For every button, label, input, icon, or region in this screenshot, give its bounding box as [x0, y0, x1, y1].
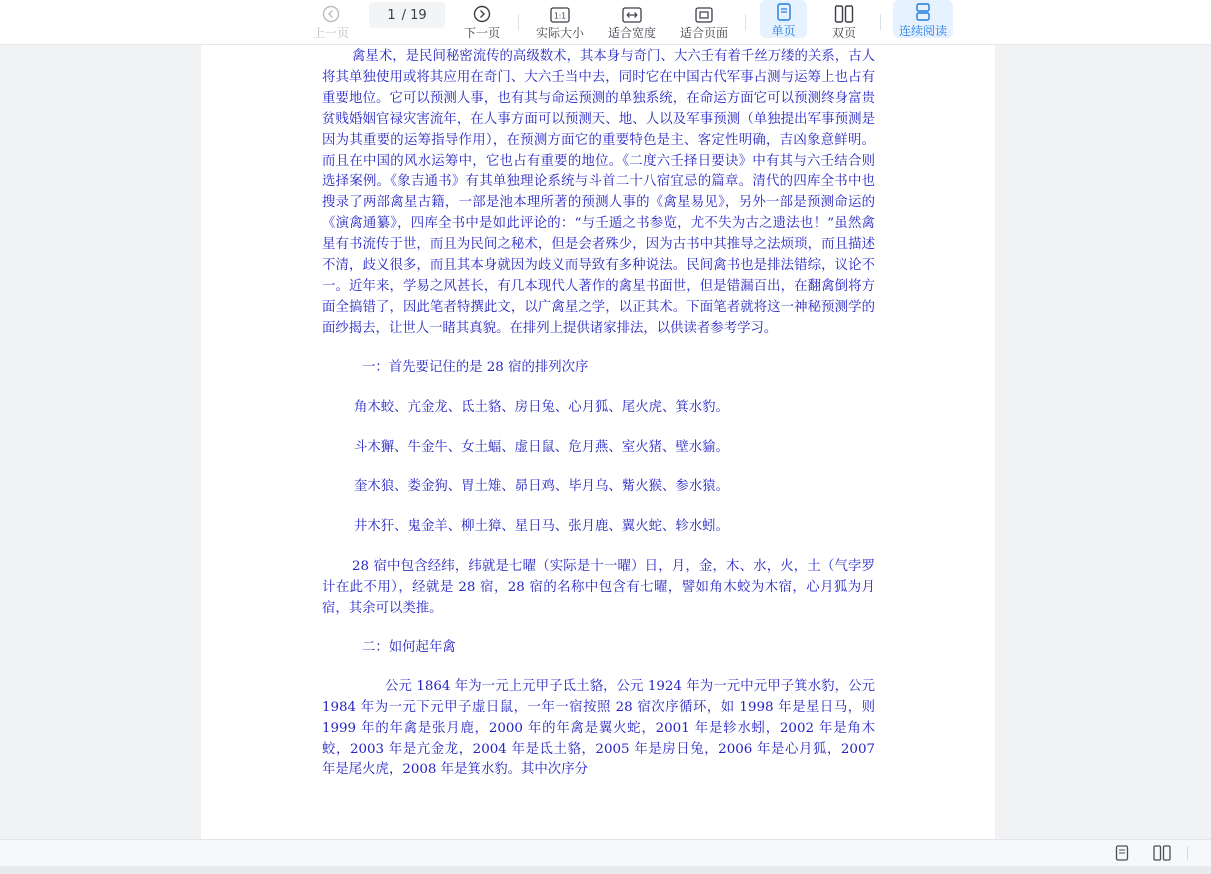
status-bar-divider [1187, 846, 1188, 860]
fit-width-button[interactable] [605, 0, 659, 40]
fit-page-label: 适合页面 [679, 26, 728, 40]
toolbar-divider [518, 14, 519, 30]
actual-size-icon [550, 7, 570, 23]
actual-size-label: 实际大小 [535, 26, 584, 40]
status-bar [0, 839, 1211, 867]
bottom-strip [0, 866, 1211, 874]
prev-page-label: 上一页 [312, 26, 349, 40]
mansion-note-paragraph: 28 宿中包含经纬，纬就是七曜（实际是十一曜）日，月，金，木、水，火，土（气孛罗计在此不用），经就是 28 宿，28 宿的名称中包含有七曜，譬如角木蛟为木宿，心月狐为月宿，其余可以类推。 [322, 559, 875, 617]
next-page-icon [473, 5, 491, 23]
double-page-view-icon[interactable] [1153, 845, 1171, 865]
double-page-icon [834, 5, 854, 23]
mansion-row-4: 井木犴、鬼金羊、柳土獐、星日马、张月鹿、翼火蛇、轸水蚓。 [354, 519, 729, 535]
fit-page-icon [694, 7, 714, 23]
continuous-reading-button[interactable] [893, 0, 953, 38]
next-page-button[interactable] [459, 0, 505, 40]
fit-width-icon [622, 7, 642, 23]
reader-toolbar [0, 0, 1211, 45]
continuous-reading-icon [914, 3, 932, 21]
page-total: / 19 [401, 7, 427, 23]
page-current[interactable]: 1 [387, 7, 396, 23]
continuous-reading-label: 连续阅读 [898, 24, 947, 38]
mansion-row-1: 角木蛟、亢金龙、氐土貉、房日兔、心月狐、尾火虎、箕水豹。 [354, 399, 729, 415]
mansion-row-2: 斗木獬、牛金牛、女土蝠、虚日鼠、危月燕、室火猪、壁水貐。 [354, 439, 729, 455]
actual-size-button[interactable] [533, 0, 587, 40]
single-page-view-icon[interactable] [1115, 845, 1129, 865]
next-page-label: 下一页 [463, 26, 500, 40]
double-page-label: 双页 [831, 26, 856, 40]
fit-page-button[interactable] [677, 0, 731, 40]
prev-page-icon [322, 5, 340, 23]
section-heading-2: 二：如何起年禽 [362, 639, 456, 655]
double-page-button[interactable] [821, 0, 867, 40]
document-page[interactable] [201, 44, 995, 840]
prev-page-button[interactable] [308, 0, 354, 40]
year-mansion-paragraph: 公元 1864 年为一元上元甲子氐土貉，公元 1924 年为一元中元甲子箕水豹，公元 1984 年为一元下元甲子虚日鼠，一年一宿按照 28 宿次序循环，如 1998 年是星日马，则 1999 年的年禽是张月鹿，2000 年的年禽是翼火蛇，2001 年是轸水蚓，2002 年是角木蛟，2003 年是亢金龙，2004 年是氐土貉，2005 年是房日兔，2006 年是心月狐，2007 年是尾火虎，2008 年是箕水豹。其中次序分 [322, 678, 875, 778]
single-page-button[interactable] [760, 0, 807, 38]
single-page-icon [776, 3, 792, 21]
fit-width-label: 适合宽度 [607, 26, 656, 40]
toolbar-divider [880, 14, 881, 30]
mansion-row-3: 奎木狼、娄金狗、胃土雉、昴日鸡、毕月乌、觜火猴、参水猿。 [354, 479, 729, 495]
actual-size-icon-text: 1:1 [553, 11, 567, 21]
section-heading-1: 一：首先要记住的是 28 宿的排列次序 [362, 359, 589, 375]
page-indicator[interactable] [369, 2, 445, 28]
intro-paragraph: 禽星术，是民间秘密流传的高级数术，其本身与奇门、大六壬有着千丝万缕的关系，古人将其单独使用或将其应用在奇门、大六壬当中去，同时它在中国古代军事占测与运筹上也占有重要地位。它可以预测人事，也有其与命运预测的单独系统，在命运方面它可以预测终身富贵贫贱婚姻官禄灾害流年，在人事方面可以预测天、地、人以及军事预测（单独提出军事预测是因为其重要的运筹指导作用），在预测方面它的重要特色是主、客定性明确，吉凶象意鲜明。而且在中国的风水运筹中，它也占有重要的地位。《二度六壬择日要诀》中有其与六壬结合则选择案例。《象吉通书》有其单独理论系统与斗首二十八宿宜忌的篇章。清代的四库全书中也搜录了两部禽星古籍，一部是池本理所著的预测人事的《禽星易见》，另外一部是预测命运的《演禽通纂》，四库全书中是如此评论的：“与壬遁之书参览，尤不失为古之遗法也！”虽然禽星有书流传于世，而且为民间之秘术，但是会者殊少，因为古书中其推导之法烦琐，而且描述不清，歧义很多，而且其本身就因为歧义而导致有多种说法。民间禽书也是排法错综，议论不一。近年来，学易之风甚长，有几本现代人著作的禽星书面世，但是错漏百出，在翻禽倒将方面全搞错了，因此笔者特撰此文，以广禽星之学，以正其术。下面笔者就将这一神秘预测学的面纱揭去，让世人一睹其真貌。在排列上提供诸家排法，以供读者参考学习。 [322, 49, 875, 336]
single-page-label: 单页 [771, 24, 796, 38]
document-content [322, 44, 875, 781]
toolbar-divider [745, 14, 746, 30]
